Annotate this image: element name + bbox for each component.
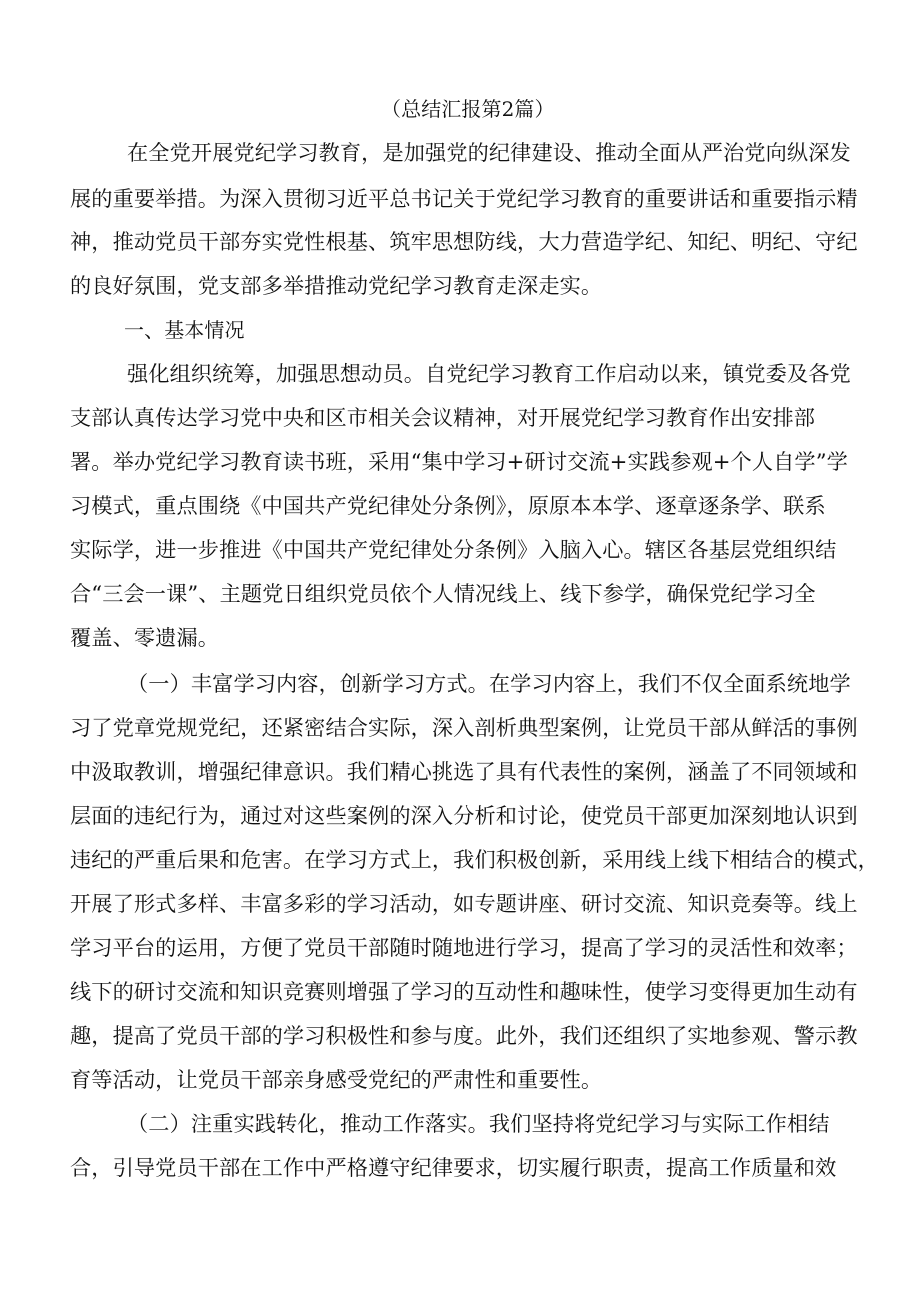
document-title: （总结汇报第2篇） bbox=[381, 97, 555, 121]
paragraph-line: 习了党章党规党纪，还紧密结合实际，深入剖析典型案例，让党员干部从鲜活的事例 bbox=[70, 715, 858, 740]
intro-line: 在全党开展党纪学习教育，是加强党的纪律建设、推动全面从严治党向纵深发 bbox=[127, 140, 851, 165]
paragraph-line: 趣，提高了党员干部的学习积极性和参与度。此外，我们还组织了实地参观、警示教 bbox=[70, 1023, 858, 1048]
paragraph-line: （一）丰富学习内容，创新学习方式。在学习内容上，我们不仅全面系统地学 bbox=[127, 671, 851, 696]
intro-line: 展的重要举措。为深入贯彻习近平总书记关于党纪学习教育的重要讲话和重要指示精 bbox=[70, 186, 858, 211]
paragraph-line: 合“三会一课”、主题党日组织党员依个人情况线上、线下参学，确保党纪学习全 bbox=[70, 581, 816, 606]
intro-line: 的良好氛围，党支部多举措推动党纪学习教育走深走实。 bbox=[70, 273, 603, 298]
paragraph-line: 覆盖、零遗漏。 bbox=[70, 625, 220, 650]
paragraph-line: 中汲取教训，增强纪律意识。我们精心挑选了具有代表性的案例，涵盖了不同领域和 bbox=[70, 759, 858, 784]
paragraph-line: 线下的研讨交流和知识竞赛则增强了学习的互动性和趣味性，使学习变得更加生动有 bbox=[70, 979, 858, 1004]
paragraph-line: 强化组织统筹，加强思想动员。自党纪学习教育工作启动以来，镇党委及各党 bbox=[127, 361, 851, 386]
section-heading: 一、基本情况 bbox=[124, 318, 245, 342]
paragraph-line: 习模式，重点围绕《中国共产党纪律处分条例》，原原本本学、逐章逐条学、联系 bbox=[70, 493, 826, 518]
paragraph-line: 合，引导党员干部在工作中严格遵守纪律要求，切实履行职责，提高工作质量和效 bbox=[70, 1155, 837, 1180]
intro-line: 神，推动党员干部夯实党性根基、筑牢思想防线，大力营造学纪、知纪、明纪、守纪 bbox=[70, 229, 858, 254]
paragraph-line: 育等活动，让党员干部亲身感受党纪的严肃性和重要性。 bbox=[70, 1067, 603, 1092]
paragraph-line: 开展了形式多样、丰富多彩的学习活动，如专题讲座、研讨交流、知识竞奏等。线上 bbox=[70, 891, 858, 916]
paragraph-line: 署。举办党纪学习教育读书班，采用“集中学习+研讨交流+实践参观+个人自学”学 bbox=[70, 449, 848, 474]
paragraph-line: 支部认真传达学习党中央和区市相关会议精神，对开展党纪学习教育作出安排部 bbox=[70, 405, 816, 430]
paragraph-line: （二）注重实践转化，推动工作落实。我们坚持将党纪学习与实际工作相结 bbox=[127, 1111, 830, 1136]
paragraph-line: 实际学，进一步推进《中国共产党纪律处分条例》入脑入心。辖区各基层党组织结 bbox=[70, 537, 837, 562]
paragraph-line: 层面的违纪行为，通过对这些案例的深入分析和讨论，使党员干部更加深刻地认识到 bbox=[70, 803, 858, 828]
paragraph-line: 违纪的严重后果和危害。在学习方式上，我们积极创新，采用线上线下相结合的模式， bbox=[70, 847, 879, 872]
paragraph-line: 学习平台的运用，方便了党员干部随时随地进行学习，提高了学习的灵活性和效率； bbox=[70, 935, 858, 960]
